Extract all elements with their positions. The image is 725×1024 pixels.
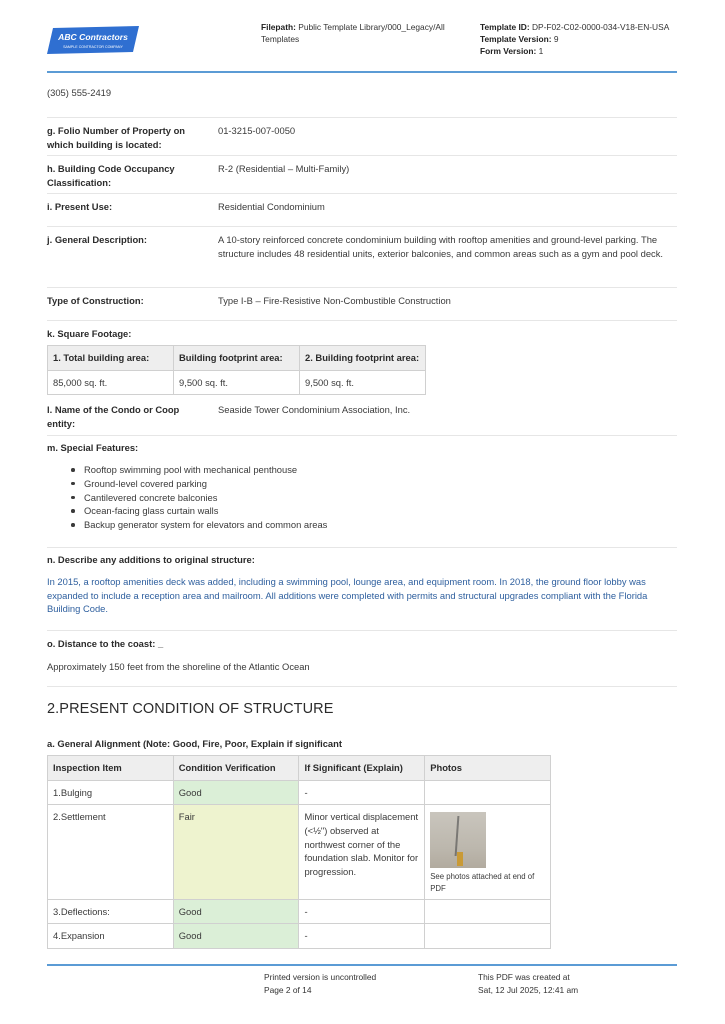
section-title: 2.PRESENT CONDITION OF STRUCTURE [47, 701, 334, 717]
photos-cell [425, 805, 551, 900]
uncontrolled-note: Printed version is uncontrolled [264, 972, 377, 982]
square-footage-table [47, 345, 426, 395]
field-row-occupancy [47, 156, 677, 194]
general-alignment-label: a. General Alignment (Note: Good, Fire, Poor, Explain if significant [47, 738, 342, 749]
list-item: Cantilevered concrete balconies [70, 491, 327, 505]
logo-tagline: SAMPLE CONTRACTOR COMPANY [63, 45, 123, 49]
footer-print-info [264, 971, 376, 996]
condition-cell: Fair [173, 805, 299, 900]
inspection-item: 3.Deflections: [48, 899, 174, 924]
header-rule [47, 71, 677, 73]
special-features-list [70, 463, 327, 532]
condition-cell: Good [173, 899, 299, 924]
sqft-value-footprint-2: 9,500 sq. ft. [300, 370, 426, 395]
company-logo [47, 26, 139, 54]
list-item: Ground-level covered parking [70, 477, 327, 491]
additions-label: n. Describe any additions to original structure: [47, 554, 255, 565]
list-item: Backup generator system for elevators and common areas [70, 518, 327, 532]
inspection-table [47, 755, 551, 949]
construction-type-label: Type of Construction: [47, 295, 144, 306]
condo-entity-label: l. Name of the Condo or Coop entity: [47, 404, 180, 429]
square-footage-label: k. Square Footage: [47, 328, 132, 339]
template-id-label: Template ID: [480, 22, 530, 32]
additions-value: In 2015, a rooftop amenities deck was added, including a swimming pool, lounge area, and equipment room. In 2018, the ground floor lobby was expanded to include a reception area and mailroom. All additions were completed with permits and structural upgrades compliant with the Florida Building Code. [47, 576, 648, 615]
explain-cell: - [299, 924, 425, 949]
field-row-general-description [47, 227, 677, 288]
explain-cell: - [299, 780, 425, 805]
inspection-item: 2.Settlement [48, 805, 174, 900]
sqft-value-total: 85,000 sq. ft. [48, 370, 174, 395]
template-id-value: DP-F02-C02-0000-034-V18-EN-USA [531, 22, 670, 32]
col-header-photos: Photos [425, 756, 551, 781]
folio-value: 01-3215-007-0050 [218, 125, 296, 136]
present-use-value: Residential Condominium [218, 201, 325, 212]
col-header-item: Inspection Item [48, 756, 174, 781]
general-description-label: j. General Description: [47, 234, 148, 245]
created-label: This PDF was created at [478, 972, 570, 982]
field-row-coast-distance [47, 631, 677, 687]
field-row-folio [47, 118, 677, 156]
form-version-label: Form Version: [480, 46, 537, 57]
folio-label: g. Folio Number of Property on which building is located: [47, 125, 186, 150]
list-item: Rooftop swimming pool with mechanical penthouse [70, 463, 327, 477]
explain-cell: - [299, 899, 425, 924]
explain-cell: Minor vertical displacement (<½") observed at northwest corner of the foundation slab. Monitor for progression. [299, 805, 425, 900]
occupancy-value: R-2 (Residential – Multi-Family) [218, 163, 350, 174]
table-row [48, 780, 551, 805]
sqft-value-footprint: 9,500 sq. ft. [174, 370, 300, 395]
present-use-label: i. Present Use: [47, 201, 113, 212]
photos-cell [425, 924, 551, 949]
general-description-value: A 10-story reinforced concrete condominium building with rooftop amenities and ground-level parking. The structure includes 48 residential units, exterior balconies, and common areas such as a gym and pool deck. [218, 234, 664, 259]
sqft-header-total: 1. Total building area: [48, 346, 174, 371]
template-info-block [480, 21, 680, 58]
footer-rule [47, 964, 677, 966]
sqft-header-footprint-2: 2. Building footprint area: [300, 346, 426, 371]
occupancy-label: h. Building Code Occupancy Classification: [47, 163, 175, 188]
table-row [48, 899, 551, 924]
phone-value: (305) 555-2419 [47, 87, 112, 98]
field-row-construction-type [47, 288, 677, 321]
filepath-label: Filepath: [261, 22, 296, 32]
phone-row [47, 86, 677, 118]
page-number: Page 2 of 14 [264, 984, 312, 995]
inspection-item: 1.Bulging [48, 780, 174, 805]
settlement-photo-thumbnail[interactable] [430, 812, 486, 868]
sqft-header-footprint: Building footprint area: [174, 346, 300, 371]
filepath-value: Public Template Library/000_Legacy/All Templates [261, 22, 445, 45]
coast-distance-value: Approximately 150 feet from the shoreline of the Atlantic Ocean [47, 661, 310, 672]
table-row [48, 805, 551, 900]
footer-created-info [478, 971, 578, 996]
filepath-block [261, 21, 461, 45]
col-header-condition: Condition Verification [173, 756, 299, 781]
template-version-label: Template Version: [480, 34, 552, 45]
col-header-explain: If Significant (Explain) [299, 756, 425, 781]
photo-caption: See photos attached at end of PDF [430, 872, 535, 893]
photos-cell [425, 780, 551, 805]
special-features-label: m. Special Features: [47, 442, 139, 453]
field-row-condo-entity [47, 398, 677, 436]
table-row [48, 924, 551, 949]
inspection-item: 4.Expansion [48, 924, 174, 949]
condo-entity-value: Seaside Tower Condominium Association, Inc. [218, 404, 411, 415]
condition-cell: Good [173, 924, 299, 949]
coast-distance-label: o. Distance to the coast: _ [47, 638, 164, 649]
field-row-present-use [47, 194, 677, 227]
condition-cell: Good [173, 780, 299, 805]
logo-text: ABC Contractors [58, 32, 128, 42]
form-version-value: 1 [538, 46, 544, 57]
photos-cell [425, 899, 551, 924]
created-timestamp: Sat, 12 Jul 2025, 12:41 am [478, 984, 579, 995]
template-version-value: 9 [553, 34, 559, 45]
field-row-additions [47, 548, 677, 631]
list-item: Ocean-facing glass curtain walls [70, 504, 327, 518]
page-header [47, 16, 677, 74]
construction-type-value: Type I-B – Fire-Resistive Non-Combustible Construction [218, 295, 451, 306]
